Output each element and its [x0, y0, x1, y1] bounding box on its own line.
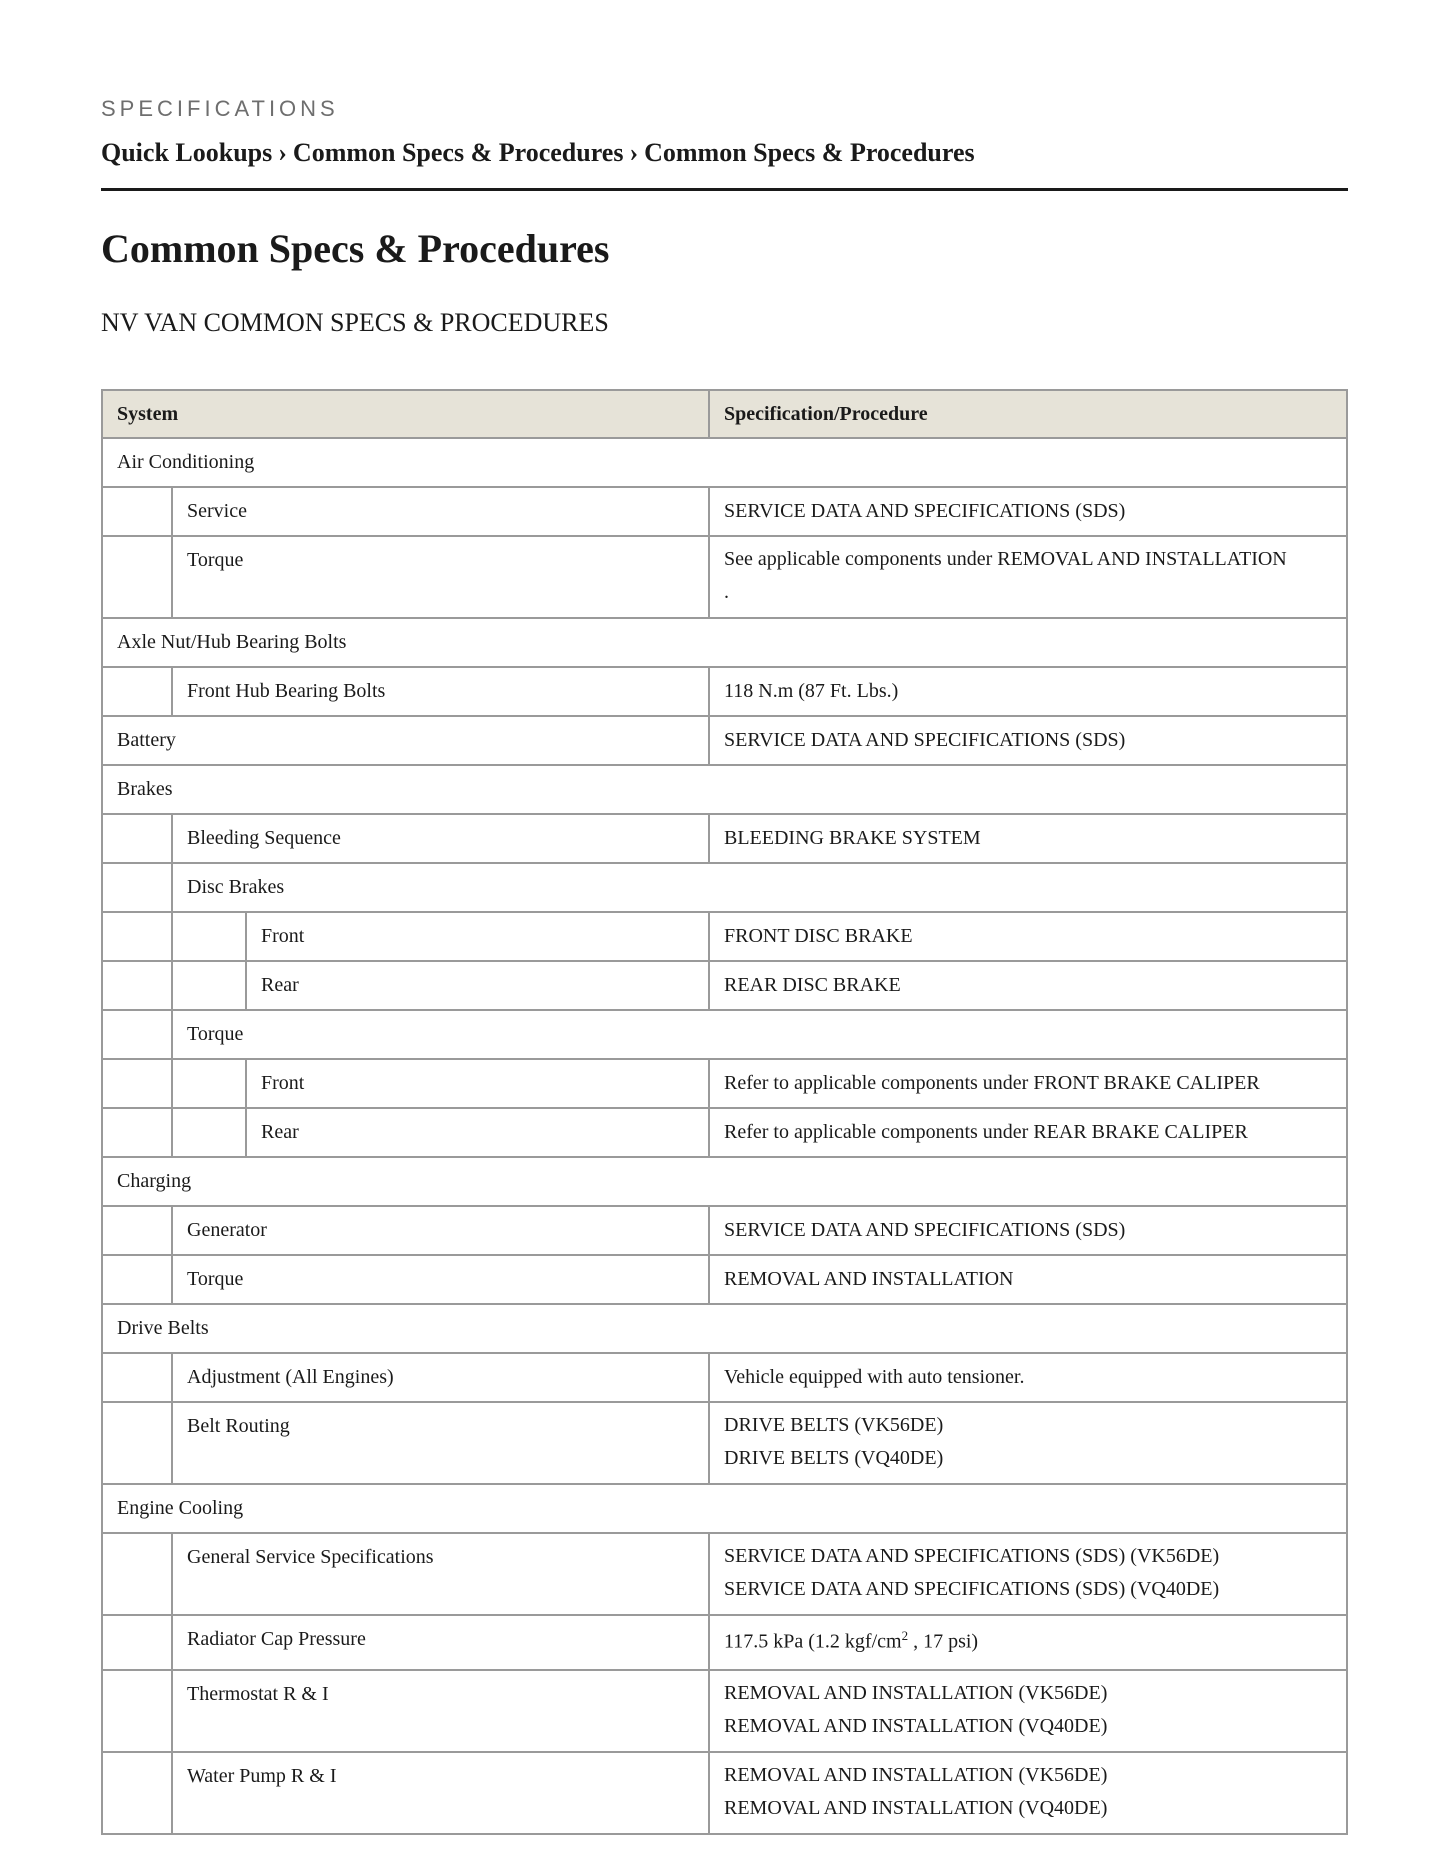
section-kicker: SPECIFICATIONS	[101, 96, 339, 121]
indent-cell	[102, 1533, 172, 1615]
table-row	[102, 765, 1347, 814]
spec-link[interactable]: FRONT DISC BRAKE	[709, 912, 1347, 961]
page-subtitle: NV VAN COMMON SPECS & PROCEDURES	[101, 308, 609, 337]
breadcrumb-item-common-specs[interactable]: Common Specs & Procedures	[292, 138, 624, 167]
indent-cell	[102, 536, 172, 618]
spec-cell	[709, 1752, 1347, 1834]
subsystem-cell: Adjustment (All Engines)	[172, 1353, 709, 1402]
spec-value: 117.5 kPa (1.2 kgf/cm	[724, 1630, 902, 1653]
system-cell: Battery	[102, 716, 709, 765]
component-cell: Front	[246, 1059, 709, 1108]
indent-cell	[102, 1108, 172, 1157]
spec-link[interactable]: SERVICE DATA AND SPECIFICATIONS (SDS)	[709, 487, 1347, 536]
header-divider	[101, 188, 1348, 191]
subsystem-cell: Water Pump R & I	[172, 1752, 709, 1834]
system-cell: Air Conditioning	[102, 438, 1347, 487]
table-row	[102, 1157, 1347, 1206]
table-row	[102, 1533, 1347, 1615]
indent-cell	[102, 1010, 172, 1059]
table-header-row	[102, 390, 1347, 438]
table-row	[102, 667, 1347, 716]
system-cell: Drive Belts	[102, 1304, 1347, 1353]
spec-link[interactable]: See applicable components under REMOVAL AND INSTALLATION	[724, 548, 1287, 570]
component-cell: Rear	[246, 961, 709, 1010]
component-cell: Front	[246, 912, 709, 961]
table-row	[102, 1206, 1347, 1255]
indent-cell	[102, 863, 172, 912]
spec-text	[709, 1615, 1347, 1670]
spec-link[interactable]: Refer to applicable components under REAR BRAKE CALIPER	[709, 1108, 1347, 1157]
table-row	[102, 1615, 1347, 1670]
spec-link[interactable]: SERVICE DATA AND SPECIFICATIONS (SDS) (VK56DE)	[724, 1545, 1220, 1567]
subsystem-cell: Disc Brakes	[172, 863, 1347, 912]
subsystem-cell: General Service Specifications	[172, 1533, 709, 1615]
table-row	[102, 1304, 1347, 1353]
page-title: Common Specs & Procedures	[101, 226, 610, 271]
indent-cell	[102, 1353, 172, 1402]
spec-link[interactable]: REMOVAL AND INSTALLATION (VQ40DE)	[724, 1715, 1108, 1737]
indent-cell	[102, 667, 172, 716]
subsystem-cell: Radiator Cap Pressure	[172, 1615, 709, 1670]
spec-cell	[709, 1533, 1347, 1615]
spec-cell	[709, 536, 1347, 618]
spec-link[interactable]: REMOVAL AND INSTALLATION	[709, 1255, 1347, 1304]
table-row	[102, 438, 1347, 487]
spec-value-suffix: , 17 psi)	[908, 1630, 979, 1653]
spec-link[interactable]: REMOVAL AND INSTALLATION (VK56DE)	[724, 1682, 1108, 1704]
subsystem-cell: Torque	[172, 1010, 1347, 1059]
spec-link[interactable]: SERVICE DATA AND SPECIFICATIONS (SDS) (VQ40DE)	[724, 1578, 1220, 1600]
spec-link[interactable]: DRIVE BELTS (VK56DE)	[724, 1414, 944, 1436]
spec-text: 118 N.m (87 Ft. Lbs.)	[709, 667, 1347, 716]
indent-cell	[102, 1752, 172, 1834]
system-cell: Charging	[102, 1157, 1347, 1206]
subsystem-cell: Bleeding Sequence	[172, 814, 709, 863]
indent-cell	[102, 1670, 172, 1752]
indent-cell	[172, 1108, 246, 1157]
indent-cell	[172, 1059, 246, 1108]
table-row	[102, 1108, 1347, 1157]
superscript: 2	[901, 1628, 909, 1643]
table-row	[102, 814, 1347, 863]
spec-text: Vehicle equipped with auto tensioner.	[709, 1353, 1347, 1402]
table-row	[102, 1484, 1347, 1533]
table-row	[102, 487, 1347, 536]
spec-link[interactable]: REAR DISC BRAKE	[709, 961, 1347, 1010]
table-row	[102, 1353, 1347, 1402]
system-cell: Brakes	[102, 765, 1347, 814]
component-cell: Rear	[246, 1108, 709, 1157]
indent-cell	[102, 487, 172, 536]
subsystem-cell: Thermostat R & I	[172, 1670, 709, 1752]
spec-cell	[709, 1670, 1347, 1752]
indent-cell	[102, 1402, 172, 1484]
table-row	[102, 1255, 1347, 1304]
indent-cell	[102, 814, 172, 863]
system-cell: Axle Nut/Hub Bearing Bolts	[102, 618, 1347, 667]
spec-link[interactable]: DRIVE BELTS (VQ40DE)	[724, 1447, 944, 1469]
breadcrumb-separator: ›	[278, 138, 287, 167]
subsystem-cell: Belt Routing	[172, 1402, 709, 1484]
spec-link[interactable]: SERVICE DATA AND SPECIFICATIONS (SDS)	[709, 1206, 1347, 1255]
column-header-system: System	[102, 390, 709, 438]
table-row	[102, 618, 1347, 667]
specs-table	[101, 389, 1348, 1835]
column-header-specification: Specification/Procedure	[709, 390, 1347, 438]
indent-cell	[102, 1615, 172, 1670]
indent-cell	[172, 961, 246, 1010]
indent-cell	[102, 1255, 172, 1304]
subsystem-cell: Torque	[172, 536, 709, 618]
breadcrumb-item-current: Common Specs & Procedures	[644, 138, 975, 167]
spec-link[interactable]: REMOVAL AND INSTALLATION (VK56DE)	[724, 1764, 1108, 1786]
system-cell: Engine Cooling	[102, 1484, 1347, 1533]
indent-cell	[102, 1059, 172, 1108]
subsystem-cell: Generator	[172, 1206, 709, 1255]
breadcrumb-item-quick-lookups[interactable]: Quick Lookups	[101, 138, 273, 167]
spec-link[interactable]: Refer to applicable components under FRONT BRAKE CALIPER	[709, 1059, 1347, 1108]
spec-link[interactable]: SERVICE DATA AND SPECIFICATIONS (SDS)	[709, 716, 1347, 765]
spec-text: .	[724, 581, 729, 603]
indent-cell	[102, 1206, 172, 1255]
indent-cell	[102, 912, 172, 961]
subsystem-cell: Service	[172, 487, 709, 536]
spec-link[interactable]: REMOVAL AND INSTALLATION (VQ40DE)	[724, 1797, 1108, 1819]
breadcrumb-separator: ›	[629, 138, 639, 167]
table-row	[102, 1059, 1347, 1108]
table-row	[102, 961, 1347, 1010]
breadcrumb	[101, 138, 975, 168]
table-row	[102, 863, 1347, 912]
table-row	[102, 1010, 1347, 1059]
spec-cell	[709, 1402, 1347, 1484]
table-row	[102, 716, 1347, 765]
subsystem-cell: Front Hub Bearing Bolts	[172, 667, 709, 716]
table-row	[102, 1752, 1347, 1834]
subsystem-cell: Torque	[172, 1255, 709, 1304]
table-row	[102, 536, 1347, 618]
table-row	[102, 1402, 1347, 1484]
table-row	[102, 912, 1347, 961]
table-row	[102, 1670, 1347, 1752]
spec-link[interactable]: BLEEDING BRAKE SYSTEM	[709, 814, 1347, 863]
indent-cell	[102, 961, 172, 1010]
indent-cell	[172, 912, 246, 961]
